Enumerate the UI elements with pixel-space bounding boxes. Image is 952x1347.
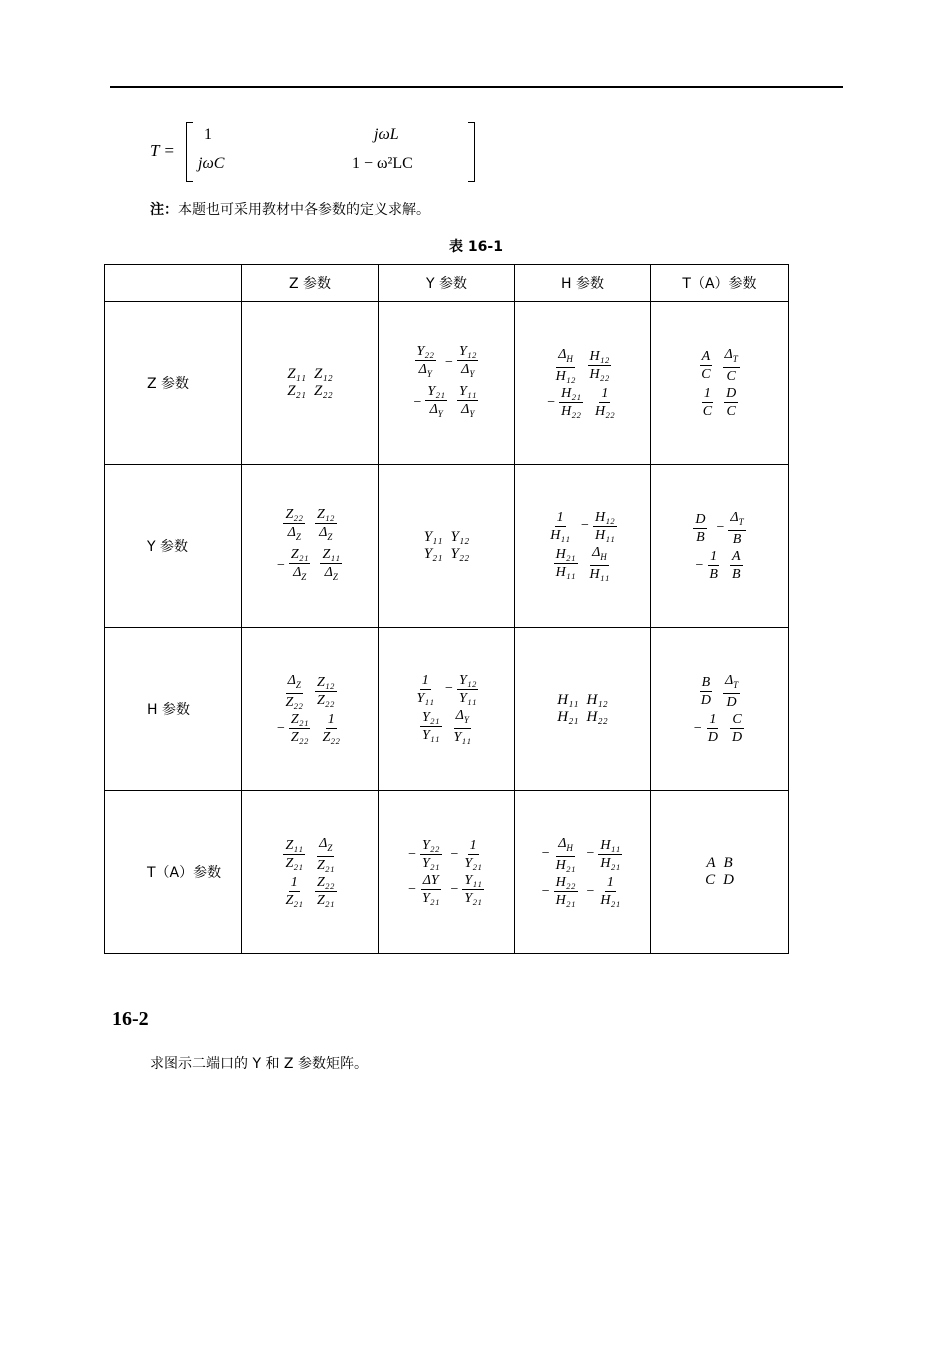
matrix-cell bbox=[242, 791, 379, 954]
matrix-entry: $\frac{\Delta_T}{C}$ bbox=[724, 346, 738, 385]
matrix-row bbox=[408, 837, 485, 872]
matrix-2x2 bbox=[547, 509, 618, 584]
row-label-y: Y 参数 bbox=[105, 465, 242, 628]
matrix-cell bbox=[515, 465, 651, 628]
section-number: 16-2 bbox=[112, 1008, 149, 1030]
matrix-entry: $\frac{\text{H₁₂}}{\text{H₂₂}}$ bbox=[589, 348, 610, 382]
matrix-2x2 bbox=[277, 672, 343, 747]
matrix-m22: 1 − ω²LC bbox=[352, 155, 413, 172]
matrix-2x2 bbox=[424, 529, 470, 563]
matrix-row bbox=[694, 672, 745, 712]
header-cell-z: Z 参数 bbox=[242, 265, 379, 302]
matrix-row bbox=[277, 546, 343, 586]
table-header-row bbox=[105, 265, 789, 302]
matrix-row bbox=[698, 346, 741, 386]
matrix-entry: B bbox=[723, 855, 733, 871]
matrix-entry: Z₁₂ bbox=[314, 366, 333, 382]
matrix-entry: $\frac{A}{C}$ bbox=[701, 348, 711, 382]
matrix-m21: jωC bbox=[198, 155, 225, 172]
matrix-row bbox=[414, 707, 480, 747]
matrix-entry: Z₁₁ bbox=[287, 366, 306, 382]
matrix-2x2 bbox=[547, 346, 618, 421]
matrix-entry: $\frac{C}{D}$ bbox=[731, 712, 743, 746]
matrix-row bbox=[424, 529, 470, 546]
matrix-row bbox=[547, 385, 618, 420]
matrix-entry: − $\frac{1}{B}$ bbox=[695, 549, 718, 583]
matrix-2x2 bbox=[282, 835, 337, 910]
note-label: 注： bbox=[150, 202, 178, 218]
header-cell-t: T（A）参数 bbox=[651, 265, 789, 302]
question-text: 求图示二端口的 Y 和 Z 参数矩阵。 bbox=[150, 1056, 368, 1072]
matrix-right-bracket bbox=[468, 122, 475, 182]
matrix-entry: $\frac{\text{Y₂₁}}{\text{Y₁₁}}$ bbox=[421, 709, 440, 743]
matrix-row bbox=[287, 366, 333, 383]
table-row-y bbox=[105, 465, 789, 628]
row-label-t: T（A）参数 bbox=[105, 791, 242, 954]
matrix-row bbox=[692, 548, 746, 583]
matrix-entry: − $\frac{\text{Y₁₂}}{\text{Y₁₁}}$ bbox=[445, 672, 477, 706]
matrix-entry: $\frac{\text{Z₂₂}}{\text{Z₂₁}}$ bbox=[317, 875, 335, 909]
matrix-entry: − $\frac{\text{Y₂₁}}{\Delta_Y}$ bbox=[413, 384, 445, 419]
matrix-2x2 bbox=[557, 692, 608, 726]
matrix-entry: − $\frac{\text{Y₁₁}}{\text{Y₂₁}}$ bbox=[450, 873, 482, 906]
matrix-2x2 bbox=[414, 672, 480, 747]
matrix-row bbox=[542, 835, 624, 875]
matrix-entry: C bbox=[705, 872, 716, 888]
matrix-entry: $\frac{\text{Z₁₂}}{\Delta_Z}$ bbox=[317, 507, 335, 542]
note bbox=[150, 199, 430, 219]
matrix-row bbox=[542, 874, 624, 909]
matrix-entry: $\frac{\text{Z₂₂}}{\Delta_Z}$ bbox=[285, 507, 303, 542]
matrix-row bbox=[557, 709, 608, 726]
matrix-entry: − $\frac{\text{H₁₂}}{\text{H₁₁}}$ bbox=[581, 509, 615, 543]
matrix-entry: − $\frac{\Delta_T}{B}$ bbox=[716, 509, 744, 548]
matrix-entry: $\frac{\Delta_H}{\text{H₁₁}}$ bbox=[589, 544, 610, 583]
matrix-entry: $\frac{\text{Z₁₁}}{\Delta_Z}$ bbox=[322, 547, 340, 582]
matrix-2x2 bbox=[408, 837, 485, 907]
matrix-entry: $\frac{\text{H₂₁}}{\text{H₁₁}}$ bbox=[555, 546, 576, 580]
matrix-cell bbox=[242, 628, 379, 791]
note-text: 本题也可采用教材中各参数的定义求解。 bbox=[178, 202, 430, 218]
matrix-entry: $\frac{\text{Y₂₂}}{\Delta_Y}$ bbox=[416, 344, 435, 379]
matrix-entry: $\frac{1}{\text{Y₁₁}}$ bbox=[416, 672, 435, 706]
matrix-cell bbox=[651, 465, 789, 628]
matrix-entry: H₂₂ bbox=[586, 709, 608, 725]
matrix-m12: jωL bbox=[374, 126, 399, 143]
matrix-entry: Z₂₁ bbox=[287, 383, 306, 399]
matrix-row bbox=[277, 506, 343, 546]
matrix-cell bbox=[379, 628, 515, 791]
matrix-cell bbox=[515, 628, 651, 791]
matrix-entry: $\frac{\Delta_H}{\text{H₁₂}}$ bbox=[555, 346, 576, 385]
matrix-2x2 bbox=[705, 855, 734, 889]
matrix-row bbox=[705, 855, 734, 872]
matrix-row bbox=[547, 544, 618, 584]
matrix-entry: − $\frac{\text{Y₁₂}}{\Delta_Y}$ bbox=[445, 344, 477, 379]
matrix-2x2 bbox=[698, 346, 741, 421]
matrix-entry: Y₂₁ bbox=[423, 546, 443, 562]
matrix-2x2 bbox=[414, 343, 480, 423]
matrix-entry: $\frac{A}{B}$ bbox=[731, 549, 741, 583]
matrix-entry: − $\frac{\text{Z₂₁}}{\Delta_Z}$ bbox=[277, 547, 309, 582]
matrix-entry: − $\frac{\Delta_H}{\text{H₂₁}}$ bbox=[541, 835, 576, 874]
matrix-entry: $\frac{1}{\text{Z₂₂}}$ bbox=[322, 712, 340, 746]
matrix-row bbox=[414, 672, 480, 707]
matrix-2x2 bbox=[542, 835, 624, 910]
matrix-row bbox=[698, 385, 741, 420]
matrix-row bbox=[287, 383, 333, 400]
matrix-entry: − $\frac{\text{H₂₂}}{\text{H₂₁}}$ bbox=[541, 875, 576, 909]
formula-lhs: T = bbox=[150, 141, 175, 160]
matrix-cell bbox=[651, 791, 789, 954]
matrix-cell bbox=[379, 465, 515, 628]
matrix-cell bbox=[379, 302, 515, 465]
matrix-2x2 bbox=[692, 509, 746, 584]
matrix-entry: $\frac{D}{B}$ bbox=[695, 511, 706, 545]
matrix-2x2 bbox=[287, 366, 333, 400]
top-rule bbox=[110, 86, 843, 88]
matrix-entry: $\frac{\Delta_Z}{\text{Z₂₁}}$ bbox=[317, 835, 335, 874]
matrix-entry: − $\frac{1}{\text{H₂₁}}$ bbox=[586, 875, 621, 909]
matrix-entry: $\frac{\Delta_Z}{\text{Z₂₂}}$ bbox=[285, 672, 303, 711]
matrix-entry: $\frac{1}{\text{Z₂₁}}$ bbox=[285, 875, 303, 909]
matrix-row bbox=[705, 872, 734, 889]
matrix-cell bbox=[379, 791, 515, 954]
matrix-row bbox=[408, 872, 485, 907]
matrix-entry: $\frac{1}{\text{H₂₂}}$ bbox=[594, 386, 615, 420]
matrix-entry: Y₁₁ bbox=[423, 529, 443, 545]
matrix-row bbox=[692, 509, 746, 549]
matrix-row bbox=[282, 835, 337, 875]
matrix-2x2 bbox=[277, 506, 343, 586]
table-caption: 表 16-1 bbox=[449, 239, 503, 255]
matrix-row bbox=[414, 383, 480, 423]
table-row-z bbox=[105, 302, 789, 465]
header-cell-y: Y 参数 bbox=[379, 265, 515, 302]
matrix-cell bbox=[515, 302, 651, 465]
matrix-cell bbox=[242, 302, 379, 465]
matrix-entry: Y₂₂ bbox=[450, 546, 470, 562]
matrix-entry: − $\frac{1}{\text{Y₂₁}}$ bbox=[450, 838, 482, 871]
matrix-entry: − $\frac{1}{D}$ bbox=[693, 712, 718, 746]
matrix-row bbox=[424, 546, 470, 563]
matrix-entry: $\frac{D}{C}$ bbox=[726, 386, 737, 420]
parameter-conversion-table bbox=[104, 264, 789, 954]
matrix-entry: − $\frac{\text{Y₂₂}}{\text{Y₂₁}}$ bbox=[408, 838, 440, 871]
matrix-entry: $\frac{\text{Z₁₁}}{\text{Z₂₁}}$ bbox=[285, 837, 303, 871]
matrix-row bbox=[277, 672, 343, 712]
matrix-entry: $\frac{B}{D}$ bbox=[700, 674, 711, 708]
matrix-row bbox=[694, 711, 745, 746]
matrix-entry: $\frac{\Delta_T}{D}$ bbox=[724, 672, 739, 711]
matrix-entry: H₁₁ bbox=[557, 692, 579, 708]
matrix-cell bbox=[242, 465, 379, 628]
matrix-row bbox=[282, 874, 337, 909]
matrix-entry: Z₂₂ bbox=[314, 383, 333, 399]
matrix-2x2 bbox=[694, 672, 745, 747]
matrix-entry: $\frac{\Delta_Y}{\text{Y₁₁}}$ bbox=[453, 707, 472, 746]
matrix-cell bbox=[651, 302, 789, 465]
matrix-cell bbox=[515, 791, 651, 954]
matrix-row bbox=[547, 509, 618, 544]
matrix-entry: − $\frac{\text{H₁₁}}{\text{H₂₁}}$ bbox=[586, 837, 621, 871]
matrix-left-bracket bbox=[186, 122, 193, 182]
matrix-entry: − $\frac{\text{Z₂₁}}{\text{Z₂₂}}$ bbox=[277, 712, 309, 746]
matrix-entry: $\frac{\text{Y₁₁}}{\Delta_Y}$ bbox=[458, 384, 477, 419]
matrix-entry: H₁₂ bbox=[586, 692, 608, 708]
matrix-cell bbox=[651, 628, 789, 791]
matrix-entry: D bbox=[723, 872, 734, 888]
matrix-entry: H₂₁ bbox=[557, 709, 579, 725]
header-cell-corner bbox=[105, 265, 242, 302]
matrix-entry: A bbox=[706, 855, 716, 871]
matrix-row bbox=[547, 346, 618, 386]
row-label-h: H 参数 bbox=[105, 628, 242, 791]
matrix-m11: 1 bbox=[204, 126, 212, 143]
matrix-entry: $\frac{1}{\text{H₁₁}}$ bbox=[550, 509, 571, 543]
matrix-row bbox=[277, 711, 343, 746]
matrix-row bbox=[414, 343, 480, 383]
matrix-entry: $\frac{\text{Z₁₂}}{\text{Z₂₂}}$ bbox=[317, 674, 335, 708]
matrix-entry: − $\frac{\text{H₂₁}}{\text{H₂₂}}$ bbox=[547, 386, 581, 420]
matrix-entry: Y₁₂ bbox=[450, 529, 470, 545]
header-cell-h: H 参数 bbox=[515, 265, 651, 302]
matrix-entry: − $\frac{\Delta Y}{\text{Y₂₁}}$ bbox=[408, 873, 440, 906]
table-row-h bbox=[105, 628, 789, 791]
row-label-z: Z 参数 bbox=[105, 302, 242, 465]
matrix-row bbox=[557, 692, 608, 709]
table-row-t bbox=[105, 791, 789, 954]
matrix-entry: $\frac{1}{C}$ bbox=[702, 386, 713, 420]
